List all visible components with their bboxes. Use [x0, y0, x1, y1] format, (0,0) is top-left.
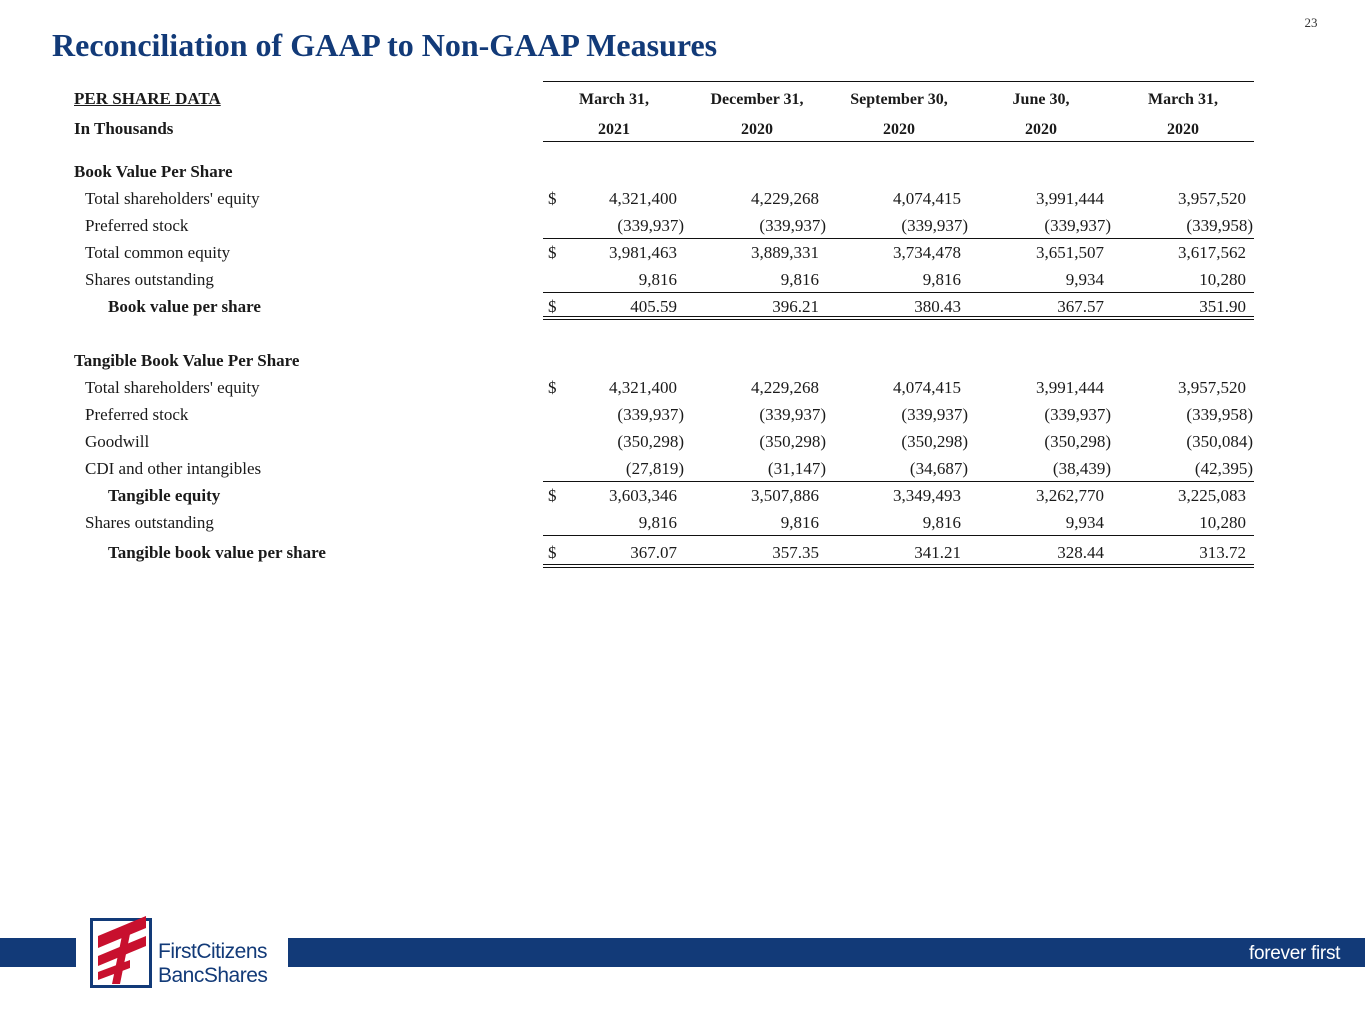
table-cell: 396.21	[772, 297, 819, 316]
table-cell: 3,991,444	[1036, 378, 1104, 397]
col-5-year: 2020	[1167, 121, 1199, 138]
col-3-month: September 30,	[850, 91, 948, 108]
table-cell: 367.07	[630, 543, 677, 562]
table-cell: (350,298)	[901, 432, 968, 451]
units-label: In Thousands	[74, 119, 174, 138]
table-cell: 405.59	[630, 297, 677, 316]
table-cell: (339,937)	[901, 405, 968, 424]
table-cell: 10,280	[1199, 513, 1246, 532]
table-cell: 3,651,507	[1036, 243, 1104, 262]
table-cell: 3,957,520	[1178, 378, 1246, 397]
header-top-rule	[543, 81, 1254, 82]
logo-line-1: FirstCitizens	[158, 940, 268, 963]
table-cell: (339,937)	[1044, 216, 1111, 235]
table-cell: (339,937)	[617, 216, 684, 235]
row-label: Preferred stock	[85, 216, 189, 235]
table-cell: 328.44	[1057, 543, 1104, 562]
table-cell: (339,937)	[901, 216, 968, 235]
table-cell: (350,084)	[1186, 432, 1253, 451]
col-3-year: 2020	[883, 121, 915, 138]
page-title: Reconciliation of GAAP to Non-GAAP Measures	[52, 27, 718, 63]
table-cell: 9,816	[780, 513, 819, 532]
tagline: forever first	[1249, 943, 1341, 964]
row-label: Goodwill	[85, 432, 150, 451]
table-cell: 3,981,463	[609, 243, 677, 262]
table-cell: (339,937)	[617, 405, 684, 424]
table-cell: 313.72	[1199, 543, 1246, 562]
row-label: Shares outstanding	[85, 513, 214, 532]
subtotal-rule	[543, 481, 1254, 482]
company-logo-text	[158, 940, 267, 988]
table-cell: 367.57	[1057, 297, 1104, 316]
dollar-sign: $	[548, 543, 557, 562]
table-cell: 3,349,493	[893, 486, 961, 505]
table-cell: (38,439)	[1052, 459, 1111, 478]
table-cell: 357.35	[772, 543, 819, 562]
row-label: Preferred stock	[85, 405, 189, 424]
first-citizens-flag-icon	[90, 912, 152, 988]
table-cell: 9,816	[638, 270, 677, 289]
table-cell: 3,617,562	[1178, 243, 1246, 262]
table-cell: 4,229,268	[751, 189, 819, 208]
table-cell: 9,816	[780, 270, 819, 289]
table-cell: 3,957,520	[1178, 189, 1246, 208]
table-cell: 4,321,400	[609, 378, 677, 397]
col-2-year: 2020	[741, 121, 773, 138]
table-cell: (350,298)	[1044, 432, 1111, 451]
table-cell: (339,937)	[1044, 405, 1111, 424]
table-cell: (350,298)	[617, 432, 684, 451]
table-cell: (31,147)	[767, 459, 826, 478]
table-cell: 4,321,400	[609, 189, 677, 208]
table-cell: 341.21	[914, 543, 961, 562]
row-label: Tangible equity	[108, 486, 221, 505]
row-label: Total shareholders' equity	[85, 189, 260, 208]
table-cell: 9,816	[922, 513, 961, 532]
row-label: Tangible book value per share	[108, 543, 326, 562]
row-label: Total common equity	[85, 243, 231, 262]
subtotal-rule	[543, 238, 1254, 239]
table-cell: 3,734,478	[893, 243, 961, 262]
table-cell: (339,958)	[1186, 405, 1253, 424]
col-4-year: 2020	[1025, 121, 1057, 138]
total-double-rule	[543, 564, 1254, 568]
table-cell: 3,603,346	[609, 486, 677, 505]
table-cell: (34,687)	[909, 459, 968, 478]
tangible-heading: Tangible Book Value Per Share	[74, 351, 300, 370]
table-cell: (339,958)	[1186, 216, 1253, 235]
table-cell: 3,991,444	[1036, 189, 1104, 208]
dollar-sign: $	[548, 243, 557, 262]
table-cell: (339,937)	[759, 405, 826, 424]
col-1-month: March 31,	[579, 91, 649, 108]
col-2-month: December 31,	[710, 91, 804, 108]
col-5-month: March 31,	[1148, 91, 1218, 108]
table-cell: 9,934	[1065, 270, 1104, 289]
table-cell: 9,934	[1065, 513, 1104, 532]
table-cell: 9,816	[922, 270, 961, 289]
table-cell: 380.43	[914, 297, 961, 316]
dollar-sign: $	[548, 486, 557, 505]
row-label: CDI and other intangibles	[85, 459, 262, 478]
section-header: PER SHARE DATA	[74, 89, 221, 108]
col-1-year: 2021	[598, 121, 630, 138]
page-number: 23	[1304, 15, 1318, 30]
table-cell: 3,889,331	[751, 243, 819, 262]
header-bottom-rule	[543, 141, 1254, 142]
table-cell: 3,262,770	[1036, 486, 1104, 505]
total-double-rule	[543, 316, 1254, 320]
dollar-sign: $	[548, 297, 557, 316]
dollar-sign: $	[548, 189, 557, 208]
table-cell: 3,507,886	[751, 486, 819, 505]
table-cell: 3,225,083	[1178, 486, 1246, 505]
subtotal-rule	[543, 292, 1254, 293]
subtotal-rule	[543, 535, 1254, 536]
table-cell: (339,937)	[759, 216, 826, 235]
table-cell: 4,074,415	[893, 378, 961, 397]
table-cell: 4,074,415	[893, 189, 961, 208]
table-cell: (350,298)	[759, 432, 826, 451]
table-cell: (27,819)	[625, 459, 684, 478]
table-cell: 4,229,268	[751, 378, 819, 397]
col-4-month: June 30,	[1012, 91, 1070, 108]
row-label: Book value per share	[108, 297, 261, 316]
dollar-sign: $	[548, 378, 557, 397]
table-cell: 10,280	[1199, 270, 1246, 289]
table-cell: (42,395)	[1194, 459, 1253, 478]
logo-line-2: BancShares	[158, 964, 268, 987]
table-cell: 351.90	[1199, 297, 1246, 316]
book-value-heading: Book Value Per Share	[74, 162, 233, 181]
row-label: Total shareholders' equity	[85, 378, 260, 397]
row-label: Shares outstanding	[85, 270, 214, 289]
table-cell: 9,816	[638, 513, 677, 532]
